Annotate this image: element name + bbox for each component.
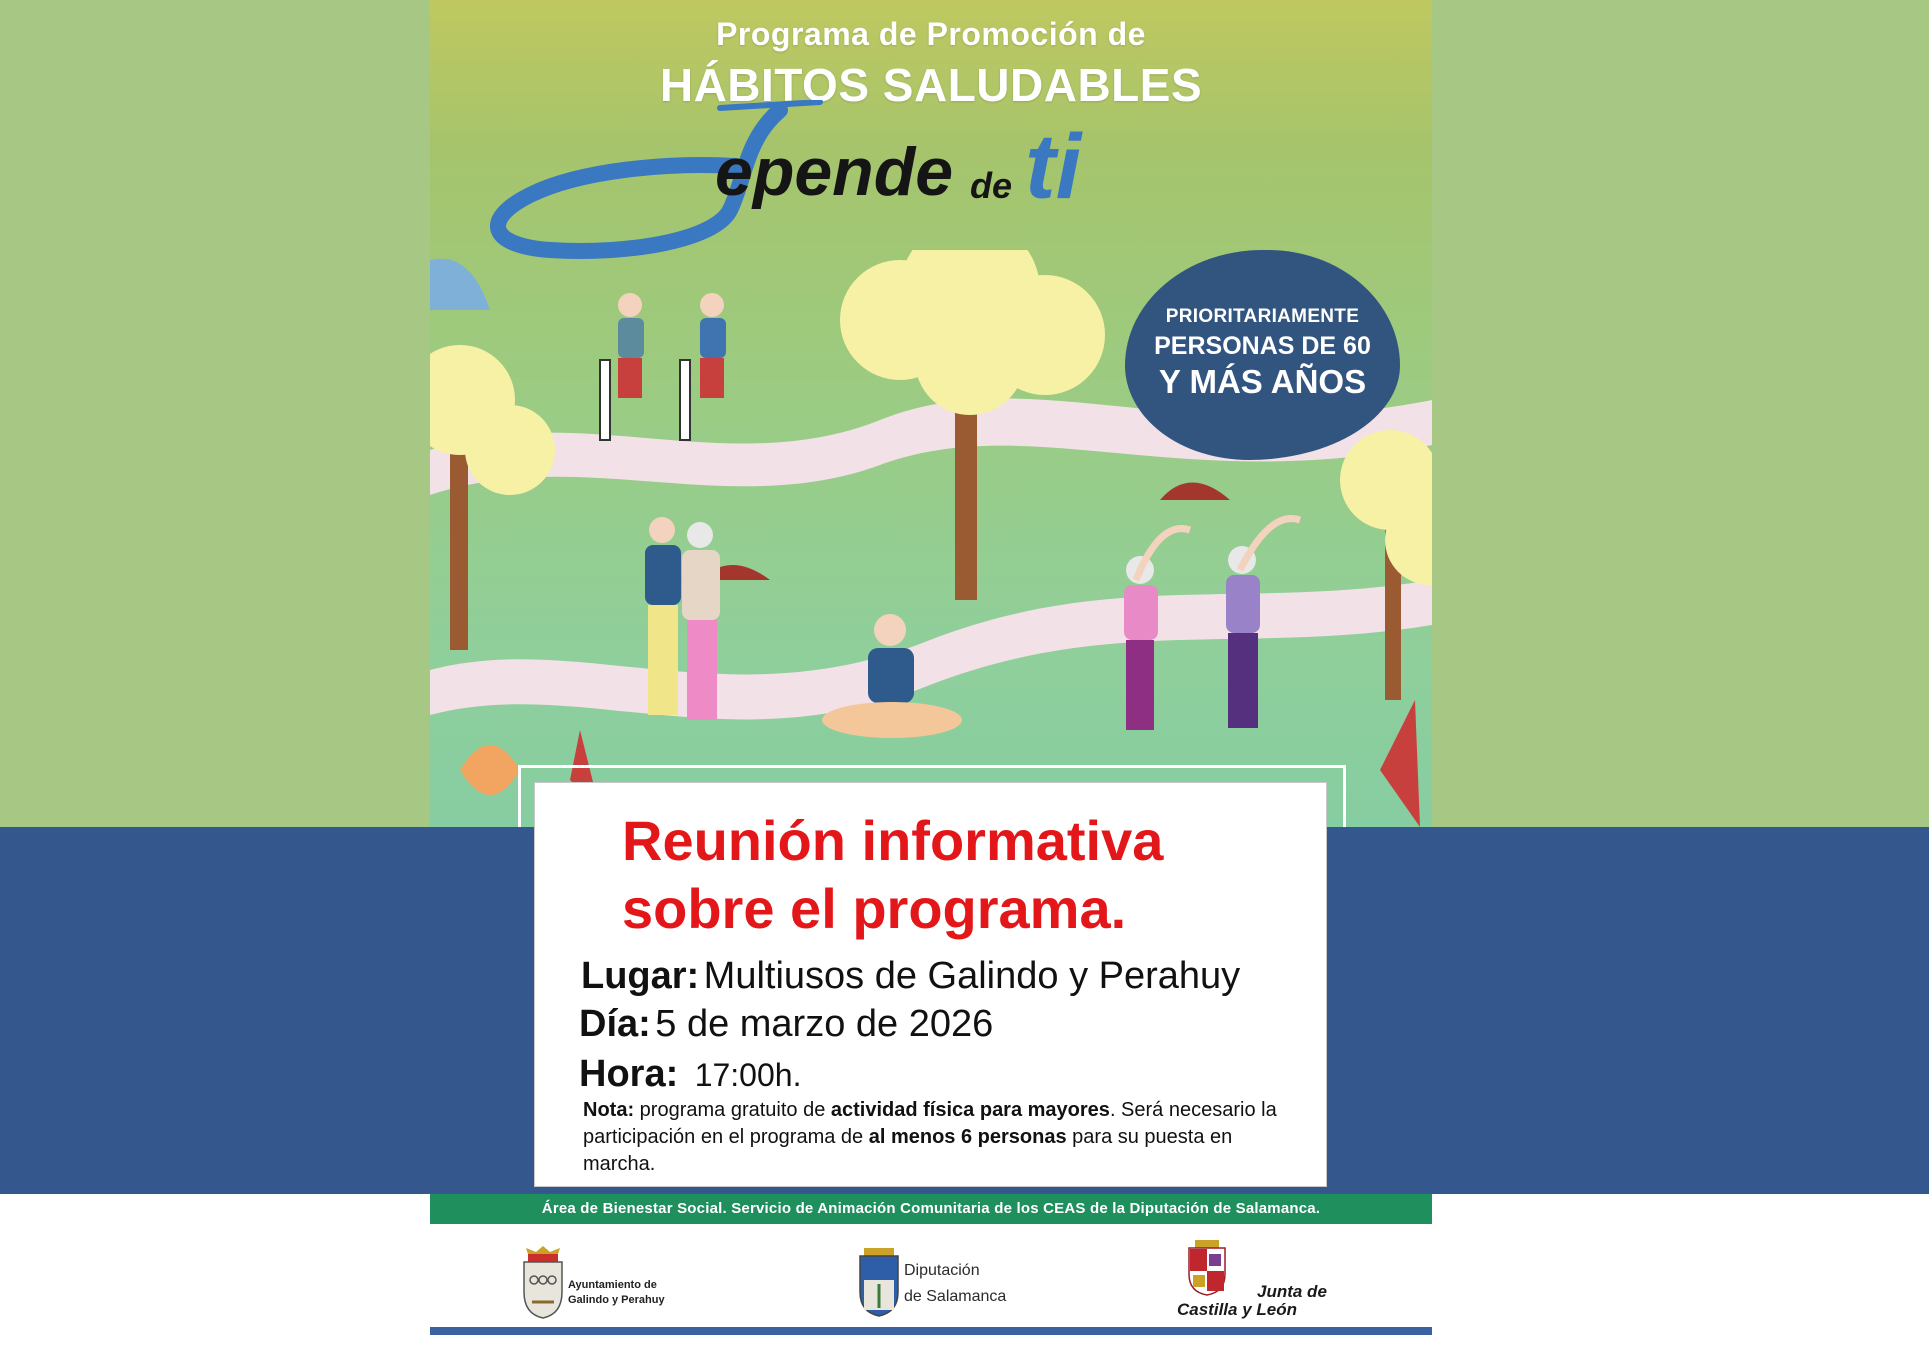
dia-value: 5 de marzo de 2026 [655,1003,994,1045]
info-card [534,782,1327,1187]
footer-blue-line [430,1327,1432,1335]
ayuntamiento-line-2: Galindo y Perahuy [568,1294,665,1306]
badge-line-2: PERSONAS DE 60 [1154,332,1371,360]
lugar-label: Lugar: [581,955,700,997]
coat-of-arms-icon [520,1244,566,1320]
note-text-2: . Será necesario la participación en el programa de [583,1099,1277,1148]
diputacion-shield-icon [858,1246,900,1318]
diputacion-line-2: de Salamanca [904,1288,1007,1305]
headline [622,807,1262,943]
diputacion-line-1: Diputación [904,1262,980,1279]
note-text-3: para su puesta en marcha. [583,1126,1233,1175]
svg-text:epende: epende [715,134,954,210]
badge-line-3: Y MÁS AÑOS [1158,363,1367,400]
dia-row [579,1003,993,1046]
svg-text:de: de [970,165,1013,206]
priority-badge [1125,250,1400,460]
headline-line-1: Reunión informativa [622,809,1164,872]
lugar-value: Multiusos de Galindo y Perahuy [703,955,1241,997]
ayuntamiento-logo [520,1244,665,1325]
svg-text:ti: ti [1025,116,1082,218]
note-text [583,1097,1303,1178]
headline-line-2: sobre el programa. [622,877,1127,940]
junta-line-2: Castilla y León [1177,1300,1297,1319]
lugar-row [581,955,1240,998]
dia-label: Día: [579,1003,651,1045]
poster-title: HÁBITOS SALUDABLES [659,59,1203,111]
footer-banner: Área de Bienestar Social. Servicio de Animación Comunitaria de los CEAS de la Diputación de Salamanca. [430,1194,1432,1224]
depende-de-ti-logo [490,100,1210,260]
poster-illustration [430,0,1432,827]
hora-row [579,1053,801,1096]
hora-label: Hora: [579,1053,679,1095]
note-bold-2: al menos 6 personas [868,1126,1067,1148]
hora-value: 17:00h. [694,1057,802,1093]
poster-subtitle: Programa de Promoción de [716,16,1146,52]
junta-line-1: Junta de [1257,1282,1327,1301]
note-bold-1: actividad física para mayores [830,1099,1110,1121]
note-text-1: programa gratuito de [634,1099,831,1121]
note-label: Nota: [583,1099,635,1121]
ayuntamiento-line-1: Ayuntamiento de [568,1279,657,1291]
diputacion-logo [858,1246,1007,1323]
junta-shield-icon [1187,1240,1227,1296]
badge-line-1: PRIORITARIAMENTE [1165,306,1360,327]
ayuntamiento-name [568,1278,665,1308]
